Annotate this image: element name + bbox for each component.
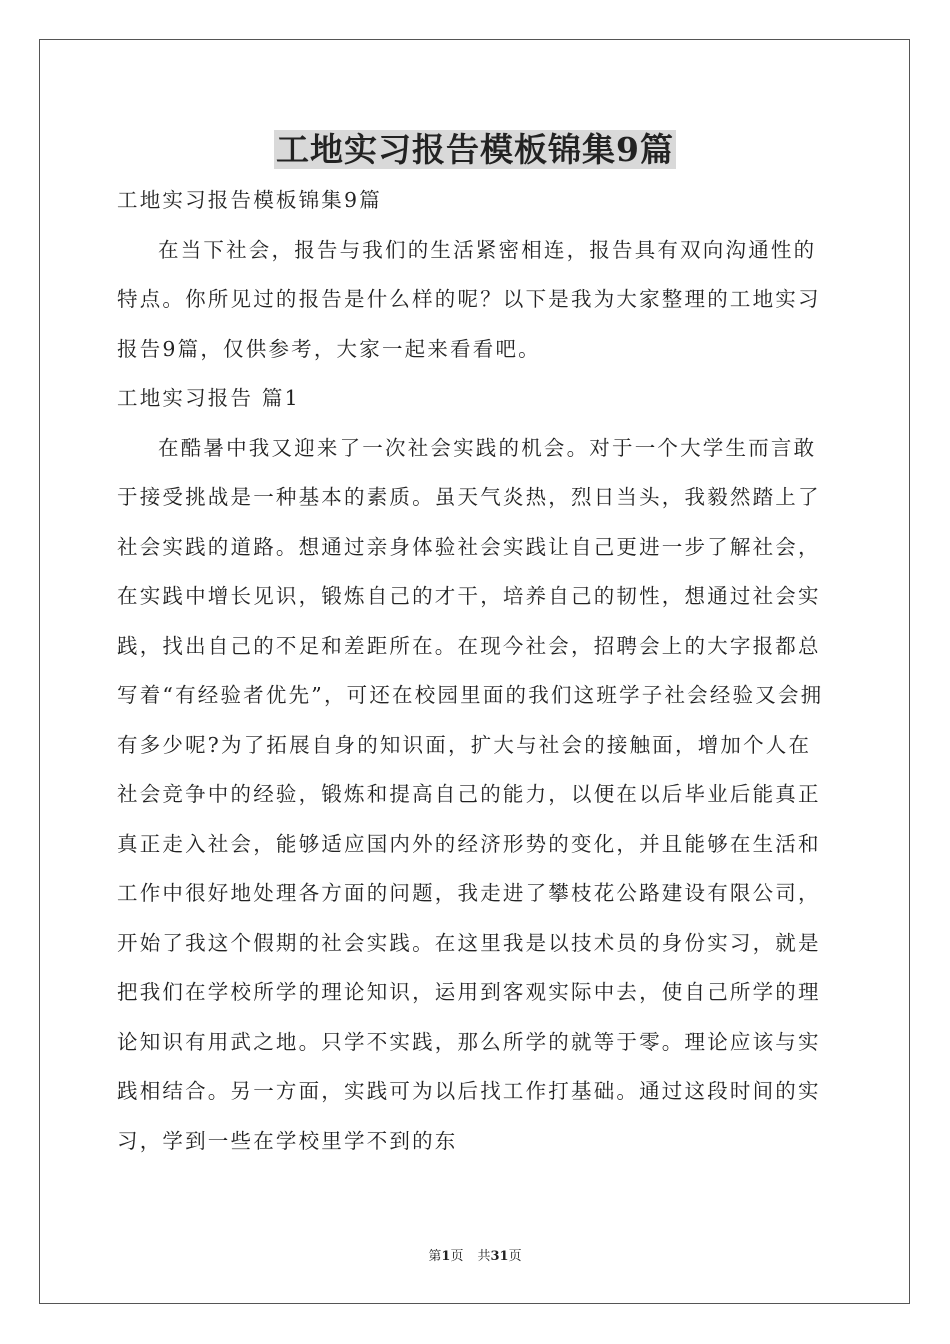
- document-title-text: 工地实习报告模板锦集9篇: [276, 130, 674, 169]
- document-subtitle: 工地实习报告模板锦集9篇: [117, 188, 382, 212]
- document-title: [0, 127, 950, 173]
- section-heading: 工地实习报告 篇1: [117, 386, 300, 410]
- page-suffix: 页: [450, 1249, 464, 1264]
- page-number: 1: [441, 1249, 451, 1264]
- page-prefix: 第: [428, 1249, 442, 1264]
- body-paragraph: 在酷暑中我又迎来了一次社会实践的机会。对于一个大学生而言敢于接受挑战是一种基本的素质。虽天气炎热，烈日当头，我毅然踏上了社会实践的道路。想通过亲身体验社会实践让自己更进一步了解社会，在实践中增长见识，锻炼自己的才干，培养自己的韧性，想通过社会实践，找出自己的不足和差距所在。在现今社会，招聘会上的大字报都总写着“有经验者优先”，可还在校园里面的我们这班学子社会经验又会拥有多少呢?为了拓展自身的知识面，扩大与社会的接触面，增加个人在社会竞争中的经验，锻炼和提高自己的能力，以便在以后毕业后能真正真正走入社会，能够适应国内外的经济形势的变化，并且能够在生活和工作中很好地处理各方面的问题，我走进了攀枝花公路建设有限公司，开始了我这个假期的社会实践。在这里我是以技术员的身份实习，就是把我们在学校所学的理论知识，运用到客观实际中去，使自己所学的理论知识有用武之地。只学不实践，那么所学的就等于零。理论应该与实践相结合。另一方面，实践可为以后找工作打基础。通过这段时间的实习，学到一些在学校里学不到的东: [117, 435, 824, 1153]
- intro-paragraph: 在当下社会，报告与我们的生活紧密相连，报告具有双向沟通性的特点。你所见过的报告是什么样的呢？以下是我为大家整理的工地实习报告9篇，仅供参考，大家一起来看看吧。: [117, 237, 821, 361]
- page-footer: [0, 1248, 950, 1266]
- total-suffix: 页: [508, 1249, 522, 1264]
- total-pages: 31: [490, 1249, 509, 1264]
- document-body: [117, 176, 833, 1166]
- total-prefix: 共: [477, 1249, 491, 1264]
